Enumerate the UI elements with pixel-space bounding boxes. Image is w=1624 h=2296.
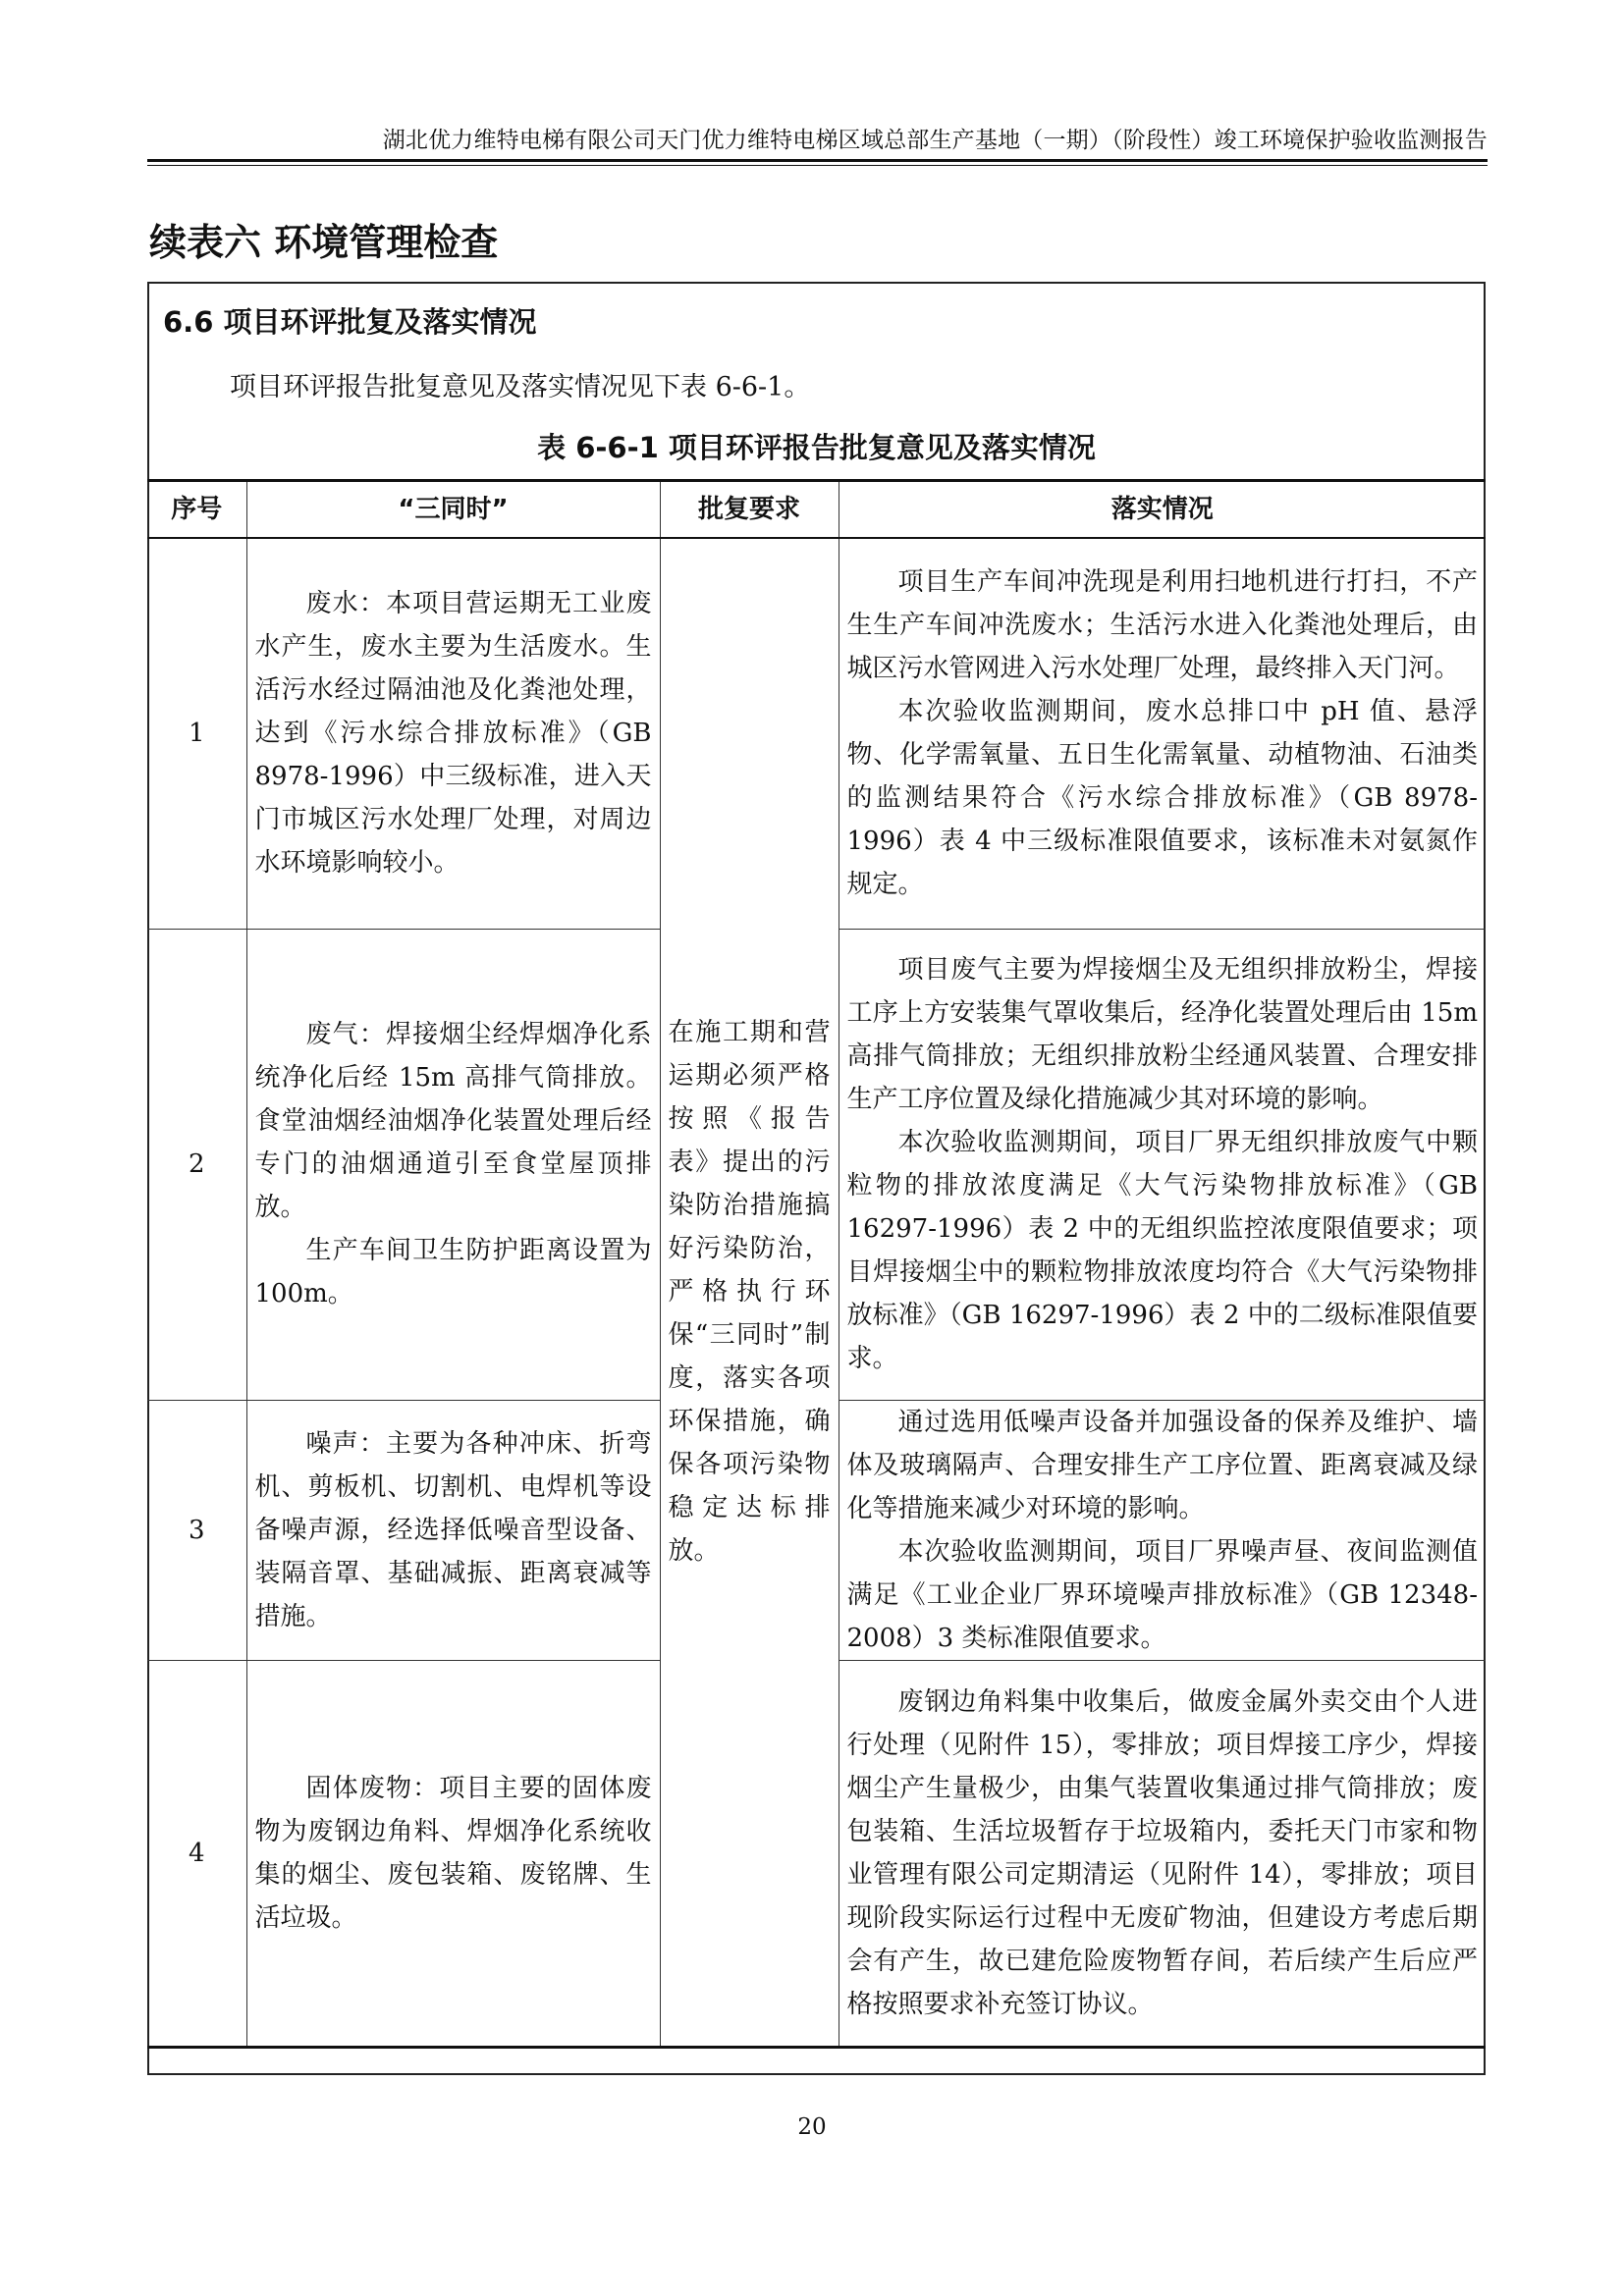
implementation-text: 项目生产车间冲洗现是利用扫地机进行打扫，不产生生产车间冲洗废水；生活污水进入化粪池处理后，由城区污水管网进入污水处理厂处理，最终排入天门河。 xyxy=(846,567,1478,684)
measure-text: 废水：本项目营运期无工业废水产生，废水主要为生活废水。生活污水经过隔油池及化粪池处理，达到《污水综合排放标准》（GB 8978-1996）中三级标准，进入天门市城区污水处理厂处理，对周边水环境影响较小。 xyxy=(254,589,652,879)
table-row xyxy=(147,538,1486,929)
column-header-implementation: 落实情况 xyxy=(839,481,1486,539)
measure-text: 废气：焊接烟尘经焊烟净化系统净化后经 15m 高排气筒排放。食堂油烟经油烟净化装置处理后经专门的油烟通道引至食堂屋顶排放。 xyxy=(254,1020,652,1222)
implementation-cell xyxy=(839,1400,1486,1660)
section-heading: 6.6 项目环评批复及落实情况 xyxy=(163,305,537,339)
column-header-three-simultaneous: “三同时” xyxy=(246,481,660,539)
row-number: 2 xyxy=(147,929,246,1400)
implementation-text: 废钢边角料集中收集后，做废金属外卖交由个人进行处理（见附件 15），零排放；项目焊接工序少，焊接烟尘产生量极少，由集气装置收集通过排气筒排放；废包装箱、生活垃圾暂存于垃圾箱内，委托天门市家和物业管理有限公司定期清运（见附件 14），零排放；项目现阶段实际运行过程中无废矿物油，但建设方考虑后期会有产生，故已建危险废物暂存间，若后续产生后应严格按照要求补充签订协议。 xyxy=(846,1686,1478,2019)
requirement-cell: 在施工期和营运期必须严格按照《报告表》提出的污染防治措施搞好污染防治，严格执行环保“三同时”制度，落实各项环保措施，确保各项污染物稳定达标排放。 xyxy=(660,538,839,2047)
measure-cell xyxy=(246,1400,660,1660)
implementation-text: 本次验收监测期间，项目厂界噪声昼、夜间监测值满足《工业企业厂界环境噪声排放标准》（GB 12348-2008）3 类标准限值要求。 xyxy=(846,1536,1478,1653)
implementation-text: 通过选用低噪声设备并加强设备的保养及维护、墙体及玻璃隔声、合理安排生产工序位置、距离衰减及绿化等措施来减少对环境的影响。 xyxy=(846,1407,1478,1523)
running-header: 湖北优力维特电梯有限公司天门优力维特电梯区域总部生产基地（一期）（阶段性）竣工环境保护验收监测报告 xyxy=(382,128,1488,153)
page-title: 续表六 环境管理检查 xyxy=(149,221,499,264)
measure-text: 噪声：主要为各种冲床、折弯机、剪板机、切割机、电焊机等设备噪声源，经选择低噪音型设备、装隔音罩、基础减振、距离衰减等措施。 xyxy=(254,1428,652,1631)
measure-cell xyxy=(246,929,660,1400)
implementation-cell xyxy=(839,1660,1486,2047)
table-caption: 表 6-6-1 项目环评报告批复意见及落实情况 xyxy=(537,431,1096,464)
implementation-text: 本次验收监测期间，废水总排口中 pH 值、悬浮物、化学需氧量、五日生化需氧量、动植物油、石油类的监测结果符合《污水综合排放标准》（GB 8978-1996）表 4 中三级标准限值要求，该标准未对氨氮作规定。 xyxy=(846,697,1478,900)
column-header-requirement: 批复要求 xyxy=(660,481,839,539)
row-number: 1 xyxy=(147,538,246,929)
intro-paragraph: 项目环评报告批复意见及落实情况见下表 6-6-1。 xyxy=(230,372,811,402)
column-header-number: 序号 xyxy=(147,481,246,539)
implementation-text: 项目废气主要为焊接烟尘及无组织排放粉尘，焊接工序上方安装集气罩收集后，经净化装置处理后由 15m 高排气筒排放；无组织排放粉尘经通风装置、合理安排生产工序位置及绿化措施减少其对环境的影响。 xyxy=(846,955,1478,1114)
row-number: 4 xyxy=(147,1660,246,2047)
measure-cell xyxy=(246,538,660,929)
implementation-text: 本次验收监测期间，项目厂界无组织排放废气中颗粒物的排放浓度满足《大气污染物排放标准》（GB 16297-1996）表 2 中的无组织监控浓度限值要求；项目焊接烟尘中的颗粒物排放浓度均符合《大气污染物排放标准》（GB 16297-1996）表 2 中的二级标准限值要求。 xyxy=(846,1128,1478,1373)
approval-table xyxy=(147,479,1486,2049)
page-number: 20 xyxy=(797,2114,827,2140)
table-header-row xyxy=(147,481,1486,539)
measure-text: 固体废物：项目主要的固体废物为废钢边角料、焊烟净化系统收集的烟尘、废包装箱、废铭牌、生活垃圾。 xyxy=(254,1773,652,1933)
measure-text: 生产车间卫生防护距离设置为 100m。 xyxy=(254,1236,652,1308)
header-rule xyxy=(147,159,1488,166)
measure-cell xyxy=(246,1660,660,2047)
row-number: 3 xyxy=(147,1400,246,1660)
implementation-cell xyxy=(839,538,1486,929)
implementation-cell xyxy=(839,929,1486,1400)
